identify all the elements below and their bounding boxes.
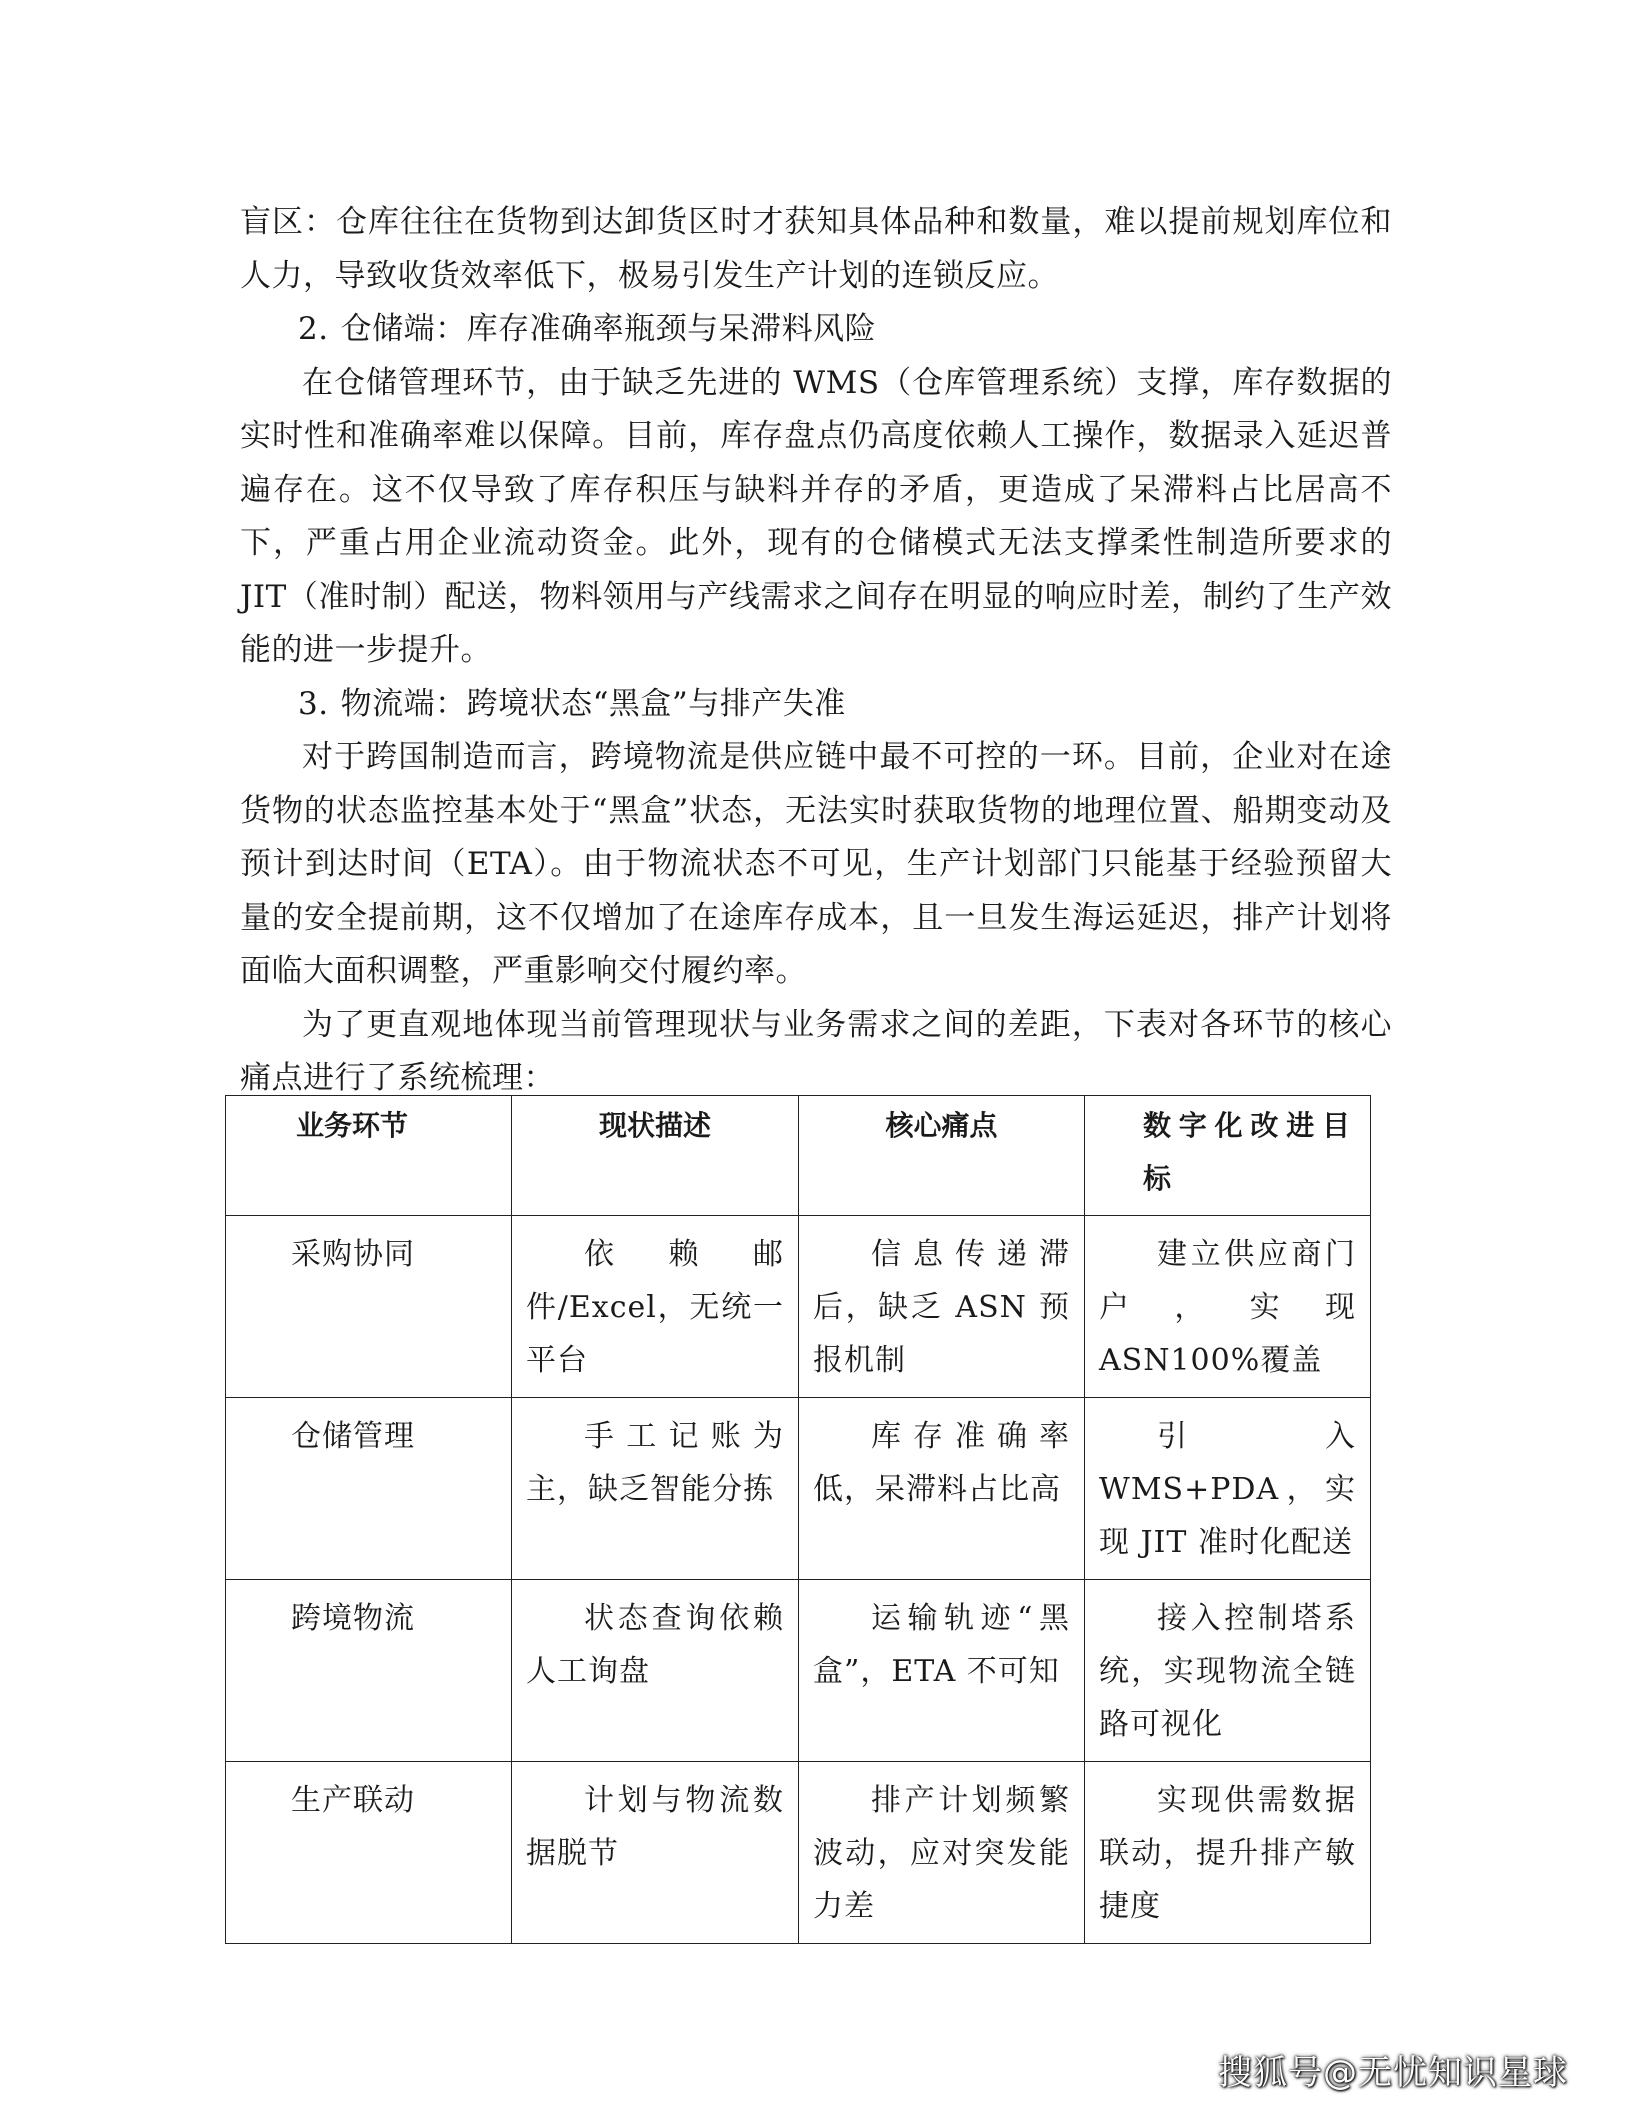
table-cell: 手工记账为主，缺乏智能分拣	[512, 1398, 799, 1580]
table-row	[226, 1762, 1371, 1944]
table-cell: 生产联动	[226, 1762, 512, 1944]
table-cell: 状态查询依赖人工询盘	[512, 1580, 799, 1762]
table-cell: 引入 WMS+PDA，实现 JIT 准时化配送	[1085, 1398, 1371, 1580]
header-cell: 数字化改进目标	[1085, 1096, 1371, 1216]
section-title: 物流端：跨境状态“黑盒”与排产失准	[340, 685, 846, 722]
section-number: 2.	[298, 311, 329, 347]
table-row	[226, 1580, 1371, 1762]
pain-point-table	[225, 1095, 1371, 1944]
table-cell: 采购协同	[226, 1216, 512, 1398]
table-cell: 运输轨迹“黑盒”，ETA 不可知	[799, 1580, 1085, 1762]
paragraph-table-intro: 为了更直观地体现当前管理现状与业务需求之间的差距，下表对各环节的核心痛点进行了系统梳理：	[240, 1006, 1392, 1096]
table-cell: 库存准确率低，呆滞料占比高	[799, 1398, 1085, 1580]
paragraph-storage: 在仓储管理环节，由于缺乏先进的 WMS（仓库管理系统）支撑，库存数据的实时性和准确率难以保障。目前，库存盘点仍高度依赖人工操作，数据录入延迟普遍存在。这不仅导致了库存积压与缺料并存的矛盾，更造成了呆滞料占比居高不下，严重占用企业流动资金。此外，现有的仓储模式无法支撑柔性制造所要求的 JIT（准时制）配送，物料领用与产线需求之间存在明显的响应时差，制约了生产效能的进一步提升。	[240, 364, 1392, 668]
header-cell: 业务环节	[226, 1096, 512, 1216]
table-cell: 建立供应商门户，实现 ASN100%覆盖	[1085, 1216, 1371, 1398]
table-header-row	[226, 1096, 1371, 1216]
table-row	[226, 1216, 1371, 1398]
table-cell: 跨境物流	[226, 1580, 512, 1762]
table-cell: 实现供需数据联动，提升排产敏捷度	[1085, 1762, 1371, 1944]
table-cell: 接入控制塔系统，实现物流全链路可视化	[1085, 1580, 1371, 1762]
table-row	[226, 1398, 1371, 1580]
section-heading-logistics	[240, 678, 1392, 732]
section-title: 仓储端：库存准确率瓶颈与呆滞料风险	[340, 311, 877, 347]
watermark: 搜狐号@无忧知识星球	[1218, 2053, 1568, 2093]
table-cell: 仓储管理	[226, 1398, 512, 1580]
table-cell: 计划与物流数据脱节	[512, 1762, 799, 1944]
paragraph-logistics: 对于跨国制造而言，跨境物流是供应链中最不可控的一环。目前，企业对在途货物的状态监控基本处于“黑盒”状态，无法实时获取货物的地理位置、船期变动及预计到达时间（ETA）。由于物流状态不可见，生产计划部门只能基于经验预留大量的安全提前期，这不仅增加了在途库存成本，且一旦发生海运延迟，排产计划将面临大面积调整，严重影响交付履约率。	[240, 739, 1392, 989]
header-cell: 现状描述	[512, 1096, 799, 1216]
section-number: 3.	[298, 685, 329, 722]
table-cell: 信息传递滞后，缺乏 ASN 预报机制	[799, 1216, 1085, 1398]
document-body	[240, 196, 1392, 1106]
table-cell: 依赖邮件/Excel，无统一平台	[512, 1216, 799, 1398]
paragraph-intro-tail: 盲区：仓库往往在货物到达卸货区时才获知具体品种和数量，难以提前规划库位和人力，导致收货效率低下，极易引发生产计划的连锁反应。	[240, 204, 1392, 294]
header-cell: 核心痛点	[799, 1096, 1085, 1216]
section-heading-storage	[240, 303, 1392, 357]
table-cell: 排产计划频繁波动，应对突发能力差	[799, 1762, 1085, 1944]
